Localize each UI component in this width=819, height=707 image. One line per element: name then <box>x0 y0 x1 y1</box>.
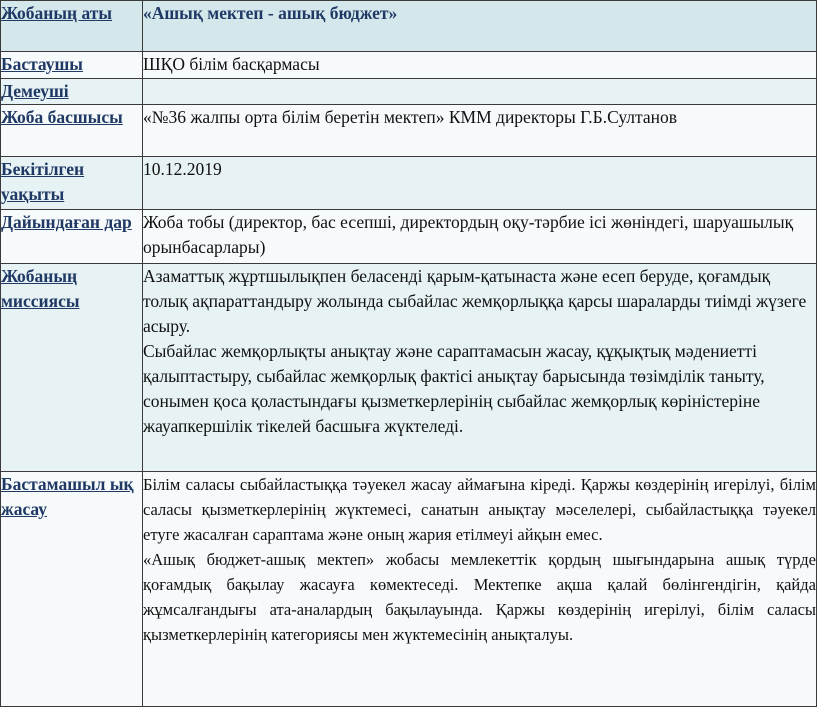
prepared-by-value: Жоба тобы (директор, бас есепші, директордың оқу-тәрбие ісі жөніндегі, шаруашылық орынбасарлары) <box>143 212 794 257</box>
row-label: Бастамашыл ық жасау <box>1 474 134 519</box>
initiative-paragraph: «Ашық бюджет-ашық мектеп» жобасы мемлекеттік қордың шығындарына ашық түрде қоғамдық бақылау жасауға көмектеседі. Мектепке ақша қалай бөлінгендігін, қайда жұмсалғандығы ата-аналардың бақылауында. Қаржы көздерінің игерілуі, білім саласы қызметкерлерінің категориясы мен жүктемесінің анықталуы. <box>143 550 816 644</box>
approval-date-value: 10.12.2019 <box>143 159 222 179</box>
mission-paragraph: Азаматтық жұртшылықпен беласенді қарым-қатынаста және есеп беруде, қоғамдық толық ақпараттандыру жолында сыбайлас жемқорлыққа қарсы шараларды тиімді жүзеге асыру. <box>143 266 807 336</box>
mission-paragraph: Сыбайлас жемқорлықты анықтау және сараптамасын жасау, құқықтық мәдениетті қалыптастыру, сыбайлас жемқорлық фактісі анықтау барысында төзімділік таныту, сонымен қоса қоластындағы қызметкерлерінің сыбайлас жемқорлық көріністеріне жауапкершілік тікелей басшыға жүктеледі. <box>143 341 765 436</box>
table-row-project-name <box>1 1 817 52</box>
value-cell <box>143 52 817 79</box>
label-cell <box>1 52 143 79</box>
label-cell <box>1 472 143 707</box>
label-cell <box>1 264 143 472</box>
initiative-paragraph: Білім саласы сыбайластыққа тәуекел жасау аймағына кіреді. Қаржы көздерінің игерілуі, білім саласы қызметкерлерінің жүктемесі, санатын анықтау мәселелері, сыбайластыққа тәуекел етуге жасалған сараптама және оның жария етілмеуі айқын емес. <box>143 475 816 544</box>
value-cell <box>143 472 817 707</box>
value-cell <box>143 105 817 157</box>
value-cell <box>143 1 817 52</box>
table-row-mission <box>1 264 817 472</box>
row-label: Жобаның миссиясы <box>1 266 80 311</box>
table-row-project-head <box>1 105 817 157</box>
initiator-value: ШҚО білім басқармасы <box>143 54 320 74</box>
label-cell <box>1 1 143 52</box>
row-label: Жоба басшысы <box>1 107 123 127</box>
value-cell <box>143 157 817 210</box>
label-cell <box>1 157 143 210</box>
label-cell <box>1 79 143 105</box>
table-row-initiator <box>1 52 817 79</box>
project-title: «Ашық мектеп - ашық бюджет» <box>143 3 398 23</box>
row-label: Бастаушы <box>1 54 83 74</box>
row-label: Дайындаған дар <box>1 212 132 232</box>
table-row-prepared-by <box>1 210 817 264</box>
label-cell <box>1 105 143 157</box>
table-row-approval-date <box>1 157 817 210</box>
value-cell <box>143 210 817 264</box>
table-row-initiative <box>1 472 817 707</box>
row-label: Жобаның аты <box>1 3 112 23</box>
row-label: Бекітілген уақыты <box>1 159 85 204</box>
value-cell <box>143 79 817 105</box>
label-cell <box>1 210 143 264</box>
value-cell <box>143 264 817 472</box>
row-label: Демеуші <box>1 81 69 101</box>
project-head-value: «№36 жалпы орта білім беретін мектеп» КММ директоры Г.Б.Султанов <box>143 107 678 127</box>
table-row-sponsor <box>1 79 817 105</box>
